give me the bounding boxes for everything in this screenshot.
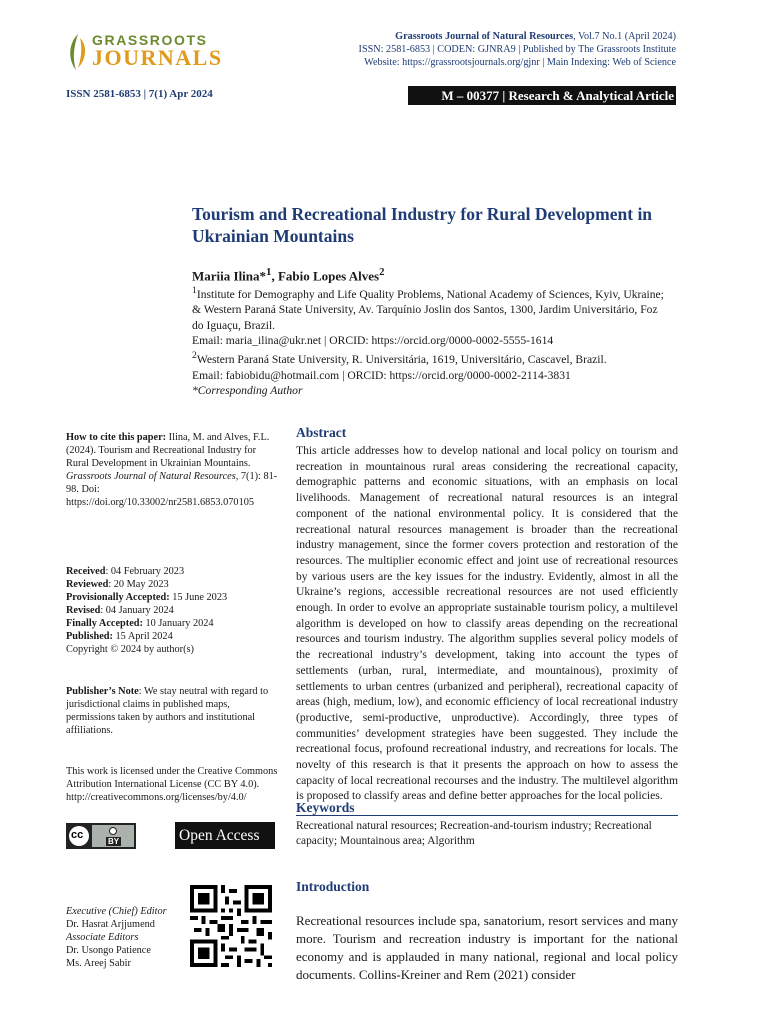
cite-text2: 7(1): 81-98. Doi: https://doi.org/10.33002/nr2581.6853.070105 bbox=[66, 471, 278, 508]
journal-logo bbox=[66, 32, 226, 72]
logo-line2: JOURNALS bbox=[92, 45, 223, 70]
author-list bbox=[192, 266, 385, 284]
journal-name: Grassroots Journal of Natural Resources bbox=[395, 31, 574, 42]
date-received: Received: 04 February 2023 bbox=[66, 566, 185, 577]
abstract-text: This article addresses how to develop national and local policy on tourism and recreation in mountainous rural areas considering the recreational capacity, demographic patterns and economic situations, with an emphasis on local livelihoods. Management of recreational natural resources is an integral component of the national environmental policy. It is considered that the recreational natural resources management is broader than the recreational industry management, since the former covers protection and restoration of the resources. The multiplier economic effect and joint use of recreational resources by various users are the key issues for the industry. Evidently, almost in all the Ukraine’s regions, accessible recreational resources are not used efficiently enough. In order to evolve an appropriate sustainable tourism policy, a multilevel algorithm is developed on how to classify areas depending on the recreational resources and tourism industry. The algorithm supplies several policy models of the recreational industry’s development, taking into account the types of settlements (urban, rural, intermediate, and mountainous), proximity of settlements to urban centres (urbanized and peripheral), recreational capacity of areas (high, medium, low), and economic efficiency of local recreational industry (productive, semi-productive, unproductive). Accordingly, three types of communities’ development strategies have been suggested. They include the recreational focus, profound recreational industry, and recreations for locals. The novelty of this research is that it presents the approach on how to assess the capacity of local recreational recourses and the industry. The multilevel algorithm is proposed to classify areas and define better approaches for the local policies. bbox=[296, 444, 678, 803]
journal-issn-line: ISSN: 2581-6853 | CODEN: GJNRA9 | Published by The Grassroots Institute bbox=[358, 44, 676, 55]
publisher-note bbox=[66, 685, 278, 737]
associate-editor-2: Ms. Areej Sabir bbox=[66, 958, 131, 969]
date-prov-accepted: Provisionally Accepted: 15 June 2023 bbox=[66, 592, 228, 603]
paper-title: Tourism and Recreational Industry for Rural Development in Ukrainian Mountains bbox=[192, 204, 653, 246]
associate-editor-1: Dr. Usongo Patience bbox=[66, 945, 151, 956]
affil-1: Institute for Demography and Life Quality Problems, National Academy of Sciences, Kyiv, Ukraine; & Western Paraná State University, Av. Tarquínio Joslin dos Santos, 1300, Jardim Universitário, Foz do Iguaçu, Brazil. bbox=[192, 287, 664, 332]
cite-journal: Grassroots Journal of Natural Resources, bbox=[66, 471, 239, 482]
date-reviewed: Reviewed: 20 May 2023 bbox=[66, 579, 169, 590]
affil-1-email: Email: maria_ilina@ukr.net | ORCID: https://orcid.org/0000-0002-5555-1614 bbox=[192, 334, 554, 348]
issn-volume: ISSN 2581-6853 | 7(1) Apr 2024 bbox=[66, 88, 213, 100]
author-2: , Fabio Lopes Alves bbox=[271, 268, 380, 284]
article-dates bbox=[66, 565, 278, 656]
cc-by-badge[interactable] bbox=[66, 823, 136, 849]
copyright: Copyright © 2024 by author(s) bbox=[66, 644, 194, 655]
by-label: BY bbox=[108, 837, 120, 846]
affiliations bbox=[192, 283, 672, 399]
abstract-heading: Abstract bbox=[296, 425, 347, 440]
how-to-cite bbox=[66, 431, 278, 509]
license-text[interactable]: This work is licensed under the Creative Commons Attribution International License (CC BY 4.0). http://creativecommons.org/licenses/by/4.0/ bbox=[66, 766, 278, 803]
date-published: Published: 15 April 2024 bbox=[66, 631, 173, 642]
journal-header bbox=[359, 30, 676, 69]
keywords-heading: Keywords bbox=[296, 800, 355, 815]
article-type-label: M – 00377 | Research & Analytical Article bbox=[441, 88, 674, 103]
author-1: Mariia Ilina* bbox=[192, 268, 267, 284]
publisher-note-text: : We stay neutral with regard to jurisdictional claims in published maps, permissions taken by authors and institutional affiliations. bbox=[66, 686, 269, 736]
introduction-heading: Introduction bbox=[296, 879, 370, 894]
qr-code-icon bbox=[190, 885, 272, 967]
introduction-text: Recreational resources include spa, sanatorium, resort services and many more. Tourism and recreation industry is important for the national economy and is applauded in many national, regional and local policy documents. Collins-Kreiner and Rem (2021) consider bbox=[296, 913, 678, 982]
affil-2-sup: 2 bbox=[192, 350, 197, 362]
journal-website-line: Website: https://grassrootsjournals.org/gjnr | Main Indexing: Web of Science bbox=[364, 57, 676, 68]
journal-issue: , Vol.7 No.1 (April 2024) bbox=[573, 31, 676, 42]
publisher-note-label: Publisher’s Note bbox=[66, 686, 139, 697]
keywords-text: Recreational natural resources; Recreation-and-tourism industry; Recreational capacity; Mountainous area; Algorithm bbox=[296, 820, 652, 847]
corresponding-note: *Corresponding Author bbox=[192, 384, 303, 398]
cite-text1: Ilina, M. and Alves, F.L. (2024). Tourism and Recreational Industry for Rural Development in Ukrainian Mountains. bbox=[66, 432, 270, 469]
associate-editors-label: Associate Editors bbox=[66, 932, 139, 943]
affil-1-sup: 1 bbox=[192, 285, 197, 296]
chief-editor: Dr. Hasrat Arjjumend bbox=[66, 919, 155, 930]
qr-code[interactable] bbox=[190, 885, 272, 967]
date-final-accepted: Finally Accepted: 10 January 2024 bbox=[66, 618, 214, 629]
author-1-sup: 1 bbox=[266, 266, 272, 278]
cite-label: How to cite this paper: bbox=[66, 432, 167, 443]
keywords-divider bbox=[296, 815, 678, 816]
date-revised: Revised: 04 January 2024 bbox=[66, 605, 174, 616]
leaf-icon bbox=[66, 32, 90, 72]
affil-2: Western Paraná State University, R. Universitária, 1619, Universitário, Cascavel, Brazil. bbox=[196, 353, 607, 367]
affil-2-email: Email: fabiobidu@hotmail.com | ORCID: https://orcid.org/0000-0002-2114-3831 bbox=[192, 368, 571, 382]
logo-line1: GRASSROOTS bbox=[92, 32, 208, 48]
open-access-badge: Open Access bbox=[175, 822, 275, 849]
author-2-sup: 2 bbox=[379, 266, 385, 278]
chief-editor-label: Executive (Chief) Editor bbox=[66, 906, 167, 917]
article-type-tag bbox=[408, 86, 676, 105]
cc-label: cc bbox=[71, 829, 84, 841]
